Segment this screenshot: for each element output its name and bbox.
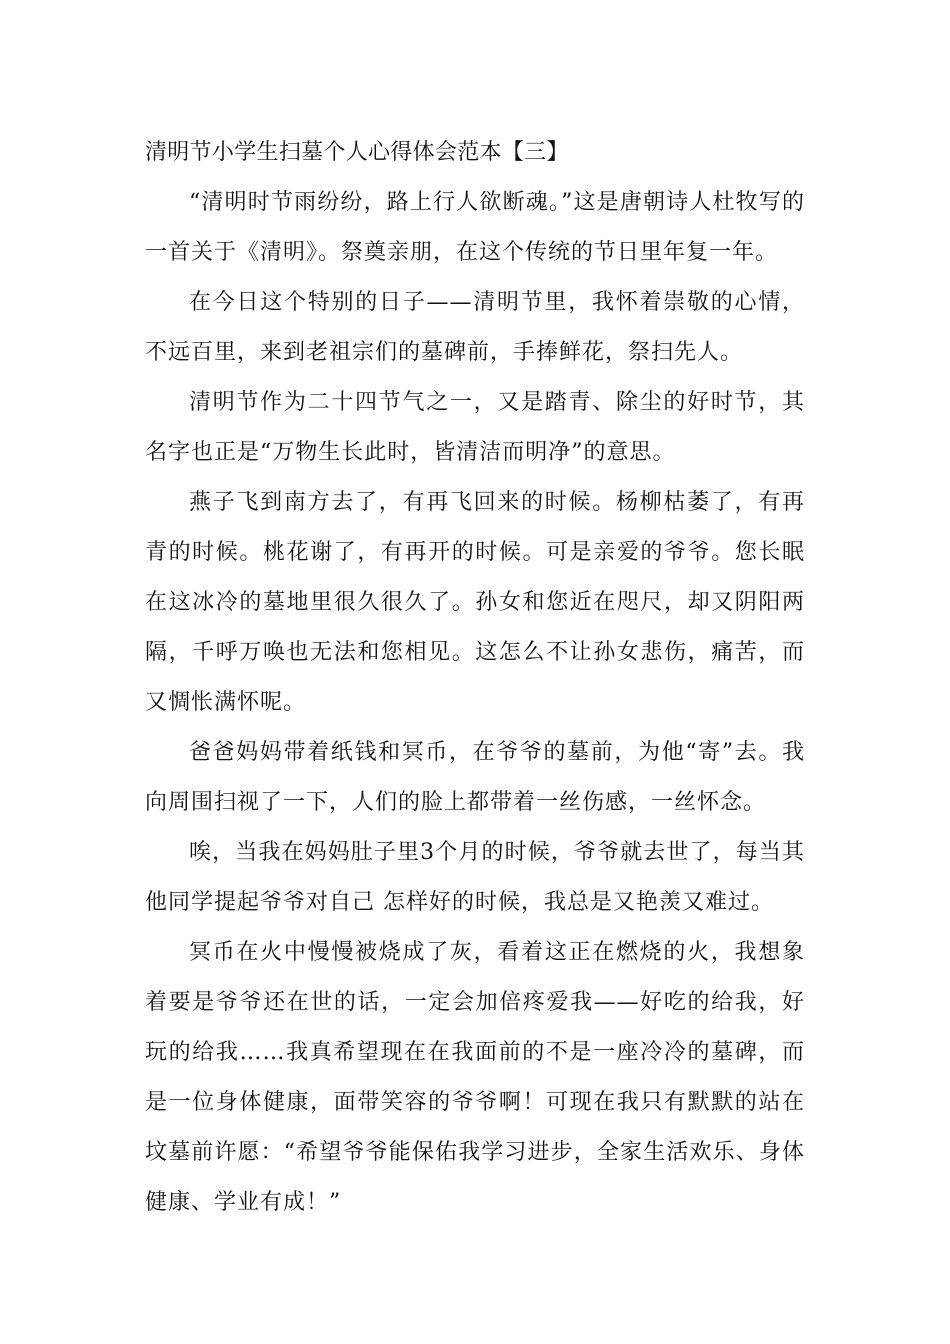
paragraph-2: 在今日这个特别的日子——清明节里，我怀着崇敬的心情，不远百里，来到老祖宗们的墓碑前，手捧鲜花，祭扫先人。 [145, 290, 805, 365]
paragraph-6: 唉，当我在妈妈肚子里3个月的时候，爷爷就去世了，每当其他同学提起爷爷对自己 怎样好的时候，我总是又艳羡又难过。 [145, 840, 805, 915]
paragraph-1: “清明时节雨纷纷，路上行人欲断魂。”这是唐朝诗人杜牧写的一首关于《清明》。祭奠亲朋，在这个传统的节日里年复一年。 [145, 190, 805, 265]
document-title: 清明节小学生扫墓个人心得体会范本【三】 [145, 140, 569, 165]
paragraph-3: 清明节作为二十四节气之一，又是踏青、除尘的好时节，其名字也正是“万物生长此时，皆清洁而明净”的意思。 [145, 390, 805, 465]
paragraph-5: 爸爸妈妈带着纸钱和冥币，在爷爷的墓前，为他“寄”去。我向周围扫视了一下，人们的脸上都带着一丝伤感，一丝怀念。 [145, 740, 805, 815]
paragraph-4: 燕子飞到南方去了，有再飞回来的时候。杨柳枯萎了，有再青的时候。桃花谢了，有再开的时候。可是亲爱的爷爷。您长眠在这冰冷的墓地里很久很久了。孙女和您近在咫尺，却又阴阳两隔，千呼万唤也无法和您相见。这怎么不让孙女悲伤，痛苦，而又惆怅满怀呢。 [145, 490, 805, 715]
paragraph-7: 冥币在火中慢慢被烧成了灰，看着这正在燃烧的火，我想象着要是爷爷还在世的话，一定会加倍疼爱我——好吃的给我，好玩的给我……我真希望现在在我面前的不是一座冷冷的墓碑，而是一位身体健康，面带笑容的爷爷啊！可现在我只有默默的站在坟墓前许愿：“希望爷爷能保佑我学习进步，全家生活欢乐、身体健康、学业有成！” [145, 940, 805, 1215]
document-page [145, 128, 805, 1228]
